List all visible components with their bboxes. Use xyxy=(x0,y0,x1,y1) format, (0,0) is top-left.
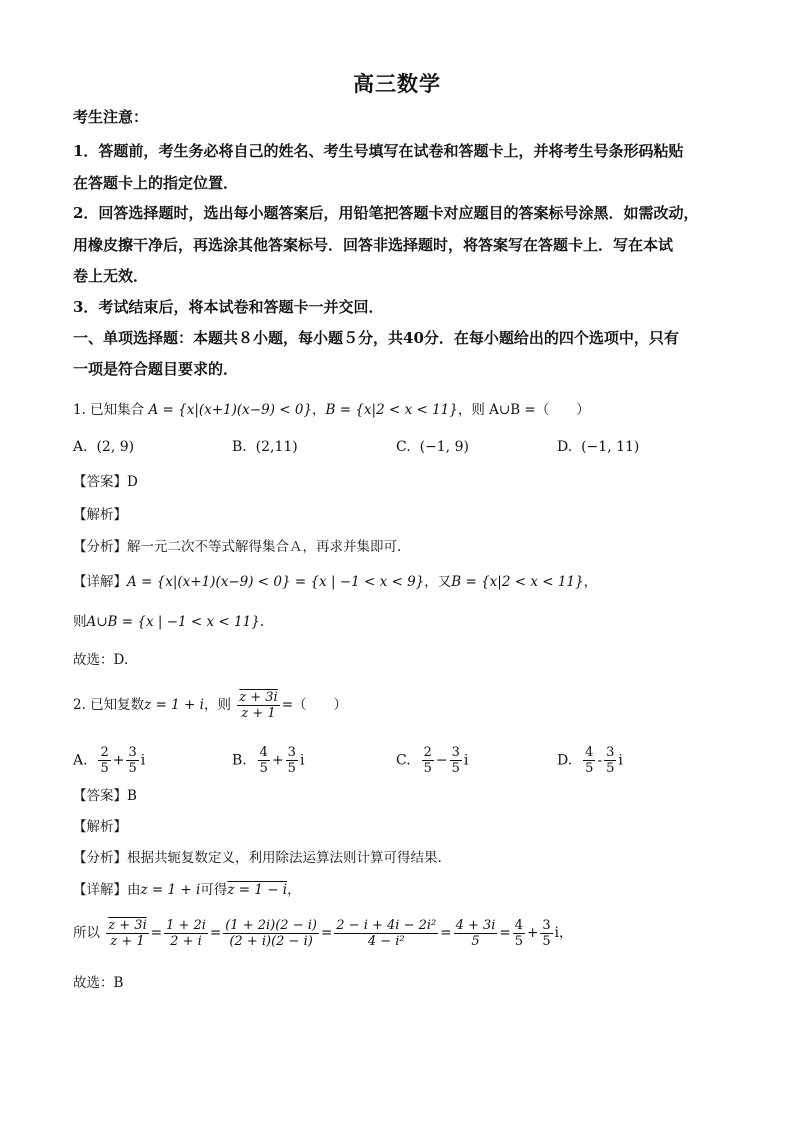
q1-option-d-value: (−1, 11) xyxy=(581,439,640,455)
notice-heading: 考生注意： xyxy=(73,108,149,126)
q2-option-c-n2: 3 xyxy=(451,745,460,760)
q1-option-a xyxy=(73,437,134,457)
notice-item-1-line-2: 在答题卡上的指定位置． xyxy=(73,174,239,192)
q2-question-numerator: z + 3i xyxy=(239,690,278,705)
q2-question-fraction xyxy=(237,690,279,721)
q1-detail-line-2 xyxy=(73,612,264,632)
q2-chain-frac-2 xyxy=(164,918,208,949)
q1-option-b-label: B. xyxy=(232,439,247,455)
q2-detail-end: ， xyxy=(287,882,301,898)
q1-analysis-tag: 【解析】 xyxy=(73,507,127,523)
q2-final-unit: i xyxy=(554,925,559,941)
q2-option-c-frac-1 xyxy=(422,745,434,776)
q2-option-d-n1: 4 xyxy=(585,745,594,760)
q2-chain-1-num: z + 3i xyxy=(108,918,147,933)
q1-fenxi-text: 解一元二次不等式解得集合Ａ，再求并集即可. xyxy=(127,539,402,555)
q1-answer-tag: 【答案】 xyxy=(73,474,127,490)
q2-option-c xyxy=(396,745,468,776)
q2-option-b-n1: 4 xyxy=(259,745,268,760)
q2-chain-frac-3 xyxy=(223,918,319,949)
q1-detail-set-b: B = {x|2 < x < 11} xyxy=(451,574,584,590)
q2-fenxi-text: 根据共轭复数定义，利用除法运算法则计算可得结果. xyxy=(127,850,442,866)
q2-option-a-frac-1 xyxy=(98,745,110,776)
q2-final-d2: 5 xyxy=(542,934,551,949)
q2-final-frac-2 xyxy=(540,918,552,949)
question-2 xyxy=(73,690,347,721)
q2-option-a-n1: 2 xyxy=(100,745,109,760)
q1-option-c xyxy=(396,437,469,457)
q2-option-d-n2: 3 xyxy=(606,745,615,760)
q2-chain-2-den: 2 + i xyxy=(170,934,202,949)
q2-chain-4-num: 2 − i + 4i − 2i² xyxy=(336,918,437,933)
q2-option-b-n2: 3 xyxy=(287,745,296,760)
q1-conclusion: 故选：D. xyxy=(73,652,129,668)
q2-option-c-frac-2 xyxy=(450,745,462,776)
q2-option-b-d1: 5 xyxy=(259,761,268,776)
q2-final-d1: 5 xyxy=(514,934,524,949)
q2-option-b xyxy=(232,745,304,776)
q2-analysis-tag: 【解析】 xyxy=(73,819,127,835)
q2-final-op: + xyxy=(527,925,539,941)
q2-mid: ，则 xyxy=(203,697,231,713)
q2-z-def: z = 1 + i xyxy=(144,697,204,713)
question-1 xyxy=(73,400,590,420)
q1-union-result: A∪B = {x | −1 < x < 11} xyxy=(86,614,260,630)
q1-fenxi xyxy=(73,537,401,557)
q2-option-a-unit: i xyxy=(140,752,146,769)
q2-detail2-end: ， xyxy=(558,925,573,941)
q1-detail2-prefix: 则 xyxy=(73,614,87,630)
q1-xiangjie-tag: 【详解】 xyxy=(73,574,127,590)
q2-chain-frac-5 xyxy=(454,918,498,949)
q2-answer-value: B xyxy=(127,788,137,804)
q1-option-c-value: (−1, 9) xyxy=(419,439,469,455)
q2-option-d-frac-1 xyxy=(583,745,595,776)
q1-option-b xyxy=(232,437,298,457)
q2-option-a-d2: 5 xyxy=(128,761,137,776)
q2-option-d-label: D. xyxy=(557,752,573,769)
q2-chain-5-num: 4 + 3i xyxy=(455,918,496,933)
q2-chain-2-num: 1 + 2i xyxy=(166,918,206,933)
q1-option-a-value: (2, 9) xyxy=(96,439,135,455)
q2-chain-frac-1 xyxy=(106,918,148,949)
q2-option-b-op: + xyxy=(271,752,284,769)
q2-chain-3-num: (1 + 2i)(2 − i) xyxy=(225,918,317,933)
page-title: 高三数学 xyxy=(353,71,441,96)
q2-option-a-op: + xyxy=(112,752,125,769)
q1-option-a-label: A. xyxy=(73,439,88,455)
q2-option-a-d1: 5 xyxy=(100,761,109,776)
q1-detail-line-1 xyxy=(73,572,597,592)
q2-suffix: =（ ） xyxy=(281,697,348,713)
q2-option-c-n1: 2 xyxy=(423,745,432,760)
q2-option-a xyxy=(73,745,145,776)
q2-question-denominator: z + 1 xyxy=(241,706,276,721)
q1-suffix: ，则 A∪B =（ ） xyxy=(457,402,590,418)
q2-option-c-label: C. xyxy=(396,752,411,769)
q2-option-d-op: - xyxy=(597,752,603,769)
notice-item-2-line-2: 用橡皮擦干净后，再选涂其他答案标号．回答非选择题时，将答案写在答题卡上．写在本试 xyxy=(73,236,674,254)
q2-chain-3-den: (2 + i)(2 − i) xyxy=(229,934,313,949)
q2-answer xyxy=(73,786,137,806)
section-1-line-1: 一、单项选择题：本题共８小题，每小题５分，共40分．在每小题给出的四个选项中，只有 xyxy=(73,329,679,347)
q1-set-b: B = {x|2 < x < 11} xyxy=(325,402,458,418)
q2-option-c-d1: 5 xyxy=(423,761,432,776)
q1-answer-value: D xyxy=(127,474,138,490)
q2-chain-4-den: 4 − i² xyxy=(367,934,405,949)
q1-sep: ， xyxy=(312,402,326,418)
q2-detail-line-1 xyxy=(73,880,301,900)
q2-chain-5-den: 5 xyxy=(471,934,480,949)
q2-option-c-d2: 5 xyxy=(451,761,460,776)
q2-option-a-label: A. xyxy=(73,752,88,769)
q2-option-d-d2: 5 xyxy=(606,761,615,776)
q2-chain-1-den: z + 1 xyxy=(110,934,145,949)
q2-detail-line-2: 所以 $\frac{z + 3i}{z + 1}$ = $\frac{1 + 2i}{2 + i}$ = $\frac{(1 + 2i)(2 - i)}{(2 + i)(2 - i)}$ = $\frac{\text{2 − i + 4i − 2i²}}{\text{4 − i²}}$ = $\frac{4 + 3i}{5}$ = $\frac{4}{5}$ + $\frac{3}{5}$ i， xyxy=(73,918,573,949)
q2-prefix: 2. 已知复数 xyxy=(73,697,145,713)
q1-detail-mid: ，又 xyxy=(424,574,452,590)
q2-option-d xyxy=(557,745,623,776)
q1-answer xyxy=(73,472,138,492)
q2-option-b-unit: i xyxy=(299,752,305,769)
q2-final-n1: 4 xyxy=(514,918,524,933)
q2-conclusion: 故选：B xyxy=(73,975,124,991)
q2-final-n2: 3 xyxy=(542,918,551,933)
q2-detail-kede: 可得 xyxy=(200,882,228,898)
q2-detail-z-conj: z = 1 − i xyxy=(227,882,288,898)
q1-fenxi-tag: 【分析】 xyxy=(73,539,127,555)
q1-option-d-label: D. xyxy=(557,439,573,455)
q2-final-frac-1 xyxy=(513,918,525,949)
q2-fenxi-tag: 【分析】 xyxy=(73,850,127,866)
section-1-line-2: 一项是符合题目要求的． xyxy=(73,360,239,378)
q2-option-c-op: − xyxy=(435,752,448,769)
q2-xiangjie-tag: 【详解】 xyxy=(73,882,127,898)
q1-detail-set-a: A = {x|(x+1)(x−9) < 0} = {x | −1 < x < 9} xyxy=(127,574,425,590)
q2-option-b-d2: 5 xyxy=(287,761,296,776)
q1-option-d xyxy=(557,437,639,457)
q2-option-b-frac-1 xyxy=(258,745,270,776)
q2-chain-frac-4 xyxy=(334,918,438,949)
notice-item-2-line-1: 2．回答选择题时，选出每小题答案后，用铅笔把答题卡对应题目的答案标号涂黑．如需改动， xyxy=(73,204,699,222)
q2-option-c-unit: i xyxy=(463,752,469,769)
q1-option-b-value: (2,11) xyxy=(255,439,298,455)
q2-answer-tag: 【答案】 xyxy=(73,788,127,804)
q2-option-d-unit: i xyxy=(618,752,623,769)
q1-option-c-label: C. xyxy=(396,439,411,455)
q2-option-a-frac-2 xyxy=(126,745,138,776)
notice-item-1-line-1: 1．答题前，考生务必将自己的姓名、考生号填写在试卷和答题卡上，并将考生号条形码粘贴 xyxy=(73,142,684,160)
q2-option-b-label: B. xyxy=(232,752,247,769)
q2-detail2-prefix: 所以 xyxy=(73,925,100,941)
q2-detail-you: 由 xyxy=(127,882,141,898)
q2-option-b-frac-2 xyxy=(286,745,298,776)
notice-item-2-line-3: 卷上无效． xyxy=(73,267,149,285)
q1-detail-end: ， xyxy=(583,574,598,590)
q1-prefix: 1. 已知集合 xyxy=(73,402,145,418)
q2-option-a-n2: 3 xyxy=(128,745,137,760)
notice-item-3: 3．考试结束后，将本试卷和答题卡一并交回． xyxy=(73,298,384,316)
q1-detail2-end: . xyxy=(259,614,265,630)
q2-option-d-d1: 5 xyxy=(585,761,594,776)
q2-option-d-frac-2 xyxy=(604,745,616,776)
q2-detail-z: z = 1 + i xyxy=(140,882,201,898)
q1-set-a: A = {x|(x+1)(x−9) < 0} xyxy=(148,402,313,418)
q2-fenxi xyxy=(73,848,442,868)
